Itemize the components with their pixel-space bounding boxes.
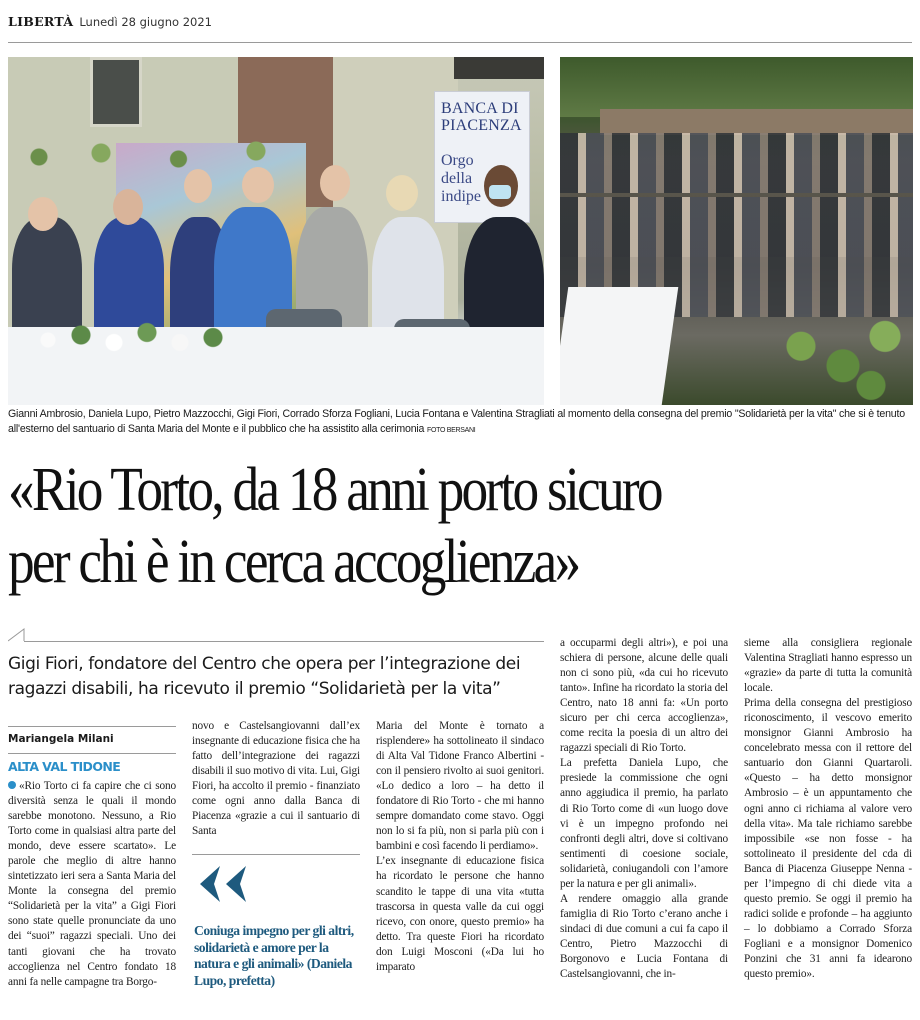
byline-divider-top: [8, 726, 176, 727]
bullet-dot-icon: [8, 781, 16, 789]
photo-ivy: [773, 307, 913, 405]
location-kicker: ALTA VAL TIDONE: [8, 759, 121, 774]
article-column-3: [376, 719, 544, 975]
subheadline: Gigi Fiori, fondatore del Centro che opera per l’integrazione dei ragazzi disabili, ha ricevuto il premio “Solidarietà per la vita”: [8, 654, 521, 699]
article-column-1: [8, 779, 176, 990]
article-paragraph: a occuparmi degli altri»), e poi una schiera di persone, alcune delle quali non ci sono più, «da cui ho ricevuto tanto». Infine ha ricordato la storia del Centro, nato 18 anni fa: «Un porto sicuro per chi cerca accoglienza», come recita la poesia di un altro dei ragazzi speciali di Rio Torto.: [560, 637, 728, 755]
photo-flowers: [26, 315, 246, 365]
person-head: [320, 165, 350, 201]
article-text: novo e Castelsangiovanni dall’ex insegnante di educazione fisica che ha fatto dell’integrazione dei ragazzi disabili il suo motivo di vita. Lui, Gigi Fiori, ha accolto il premio - finanziato come ogni anno dalla Banca di Piacenza «grazie a cui il santuario di Santa: [192, 720, 361, 838]
article-text: «Rio Torto ci fa capire che ci sono diversità senza le quali il mondo sarebbe monotono. Nessuno, a Rio Torto come in qualsiasi altra parte del mondo, deve essere scartato». Le parole che meglio di altre hanno sintetizzato ieri sera a Santa Maria del Monte la consegna del premio “Solidarietà per la vita” a Gigi Fiori sono state quelle pronunciate da uno dei “suoi” ragazzi speciali. Uno dei tanti giovani che ha trovato accoglienza nel Centro fondato 18 anni fa nelle campagne tra Borgo-: [8, 780, 176, 988]
caption-text: Gianni Ambrosio, Daniela Lupo, Pietro Mazzocchi, Gigi Fiori, Corrado Sforza Fogliani, Lucia Fontana e Valentina Stragliati al momento della consegna del premio "Solidarietà per la vita" che si è tenuto all'esterno del santuario di Santa Maria del Monte e il pubblico che ha assistito alla cerimonia: [8, 408, 905, 435]
article-paragraph: Maria del Monte è tornato a risplendere» ha sottolineato il sindaco di Alta Val Tidone Franco Albertini - con il pensiero rivolto ai suoi genitori. «Lo dedico a loro – ha detto il fondatore di Rio Torto - che mi hanno sempre domandato come stavo. Oggi non lo si fa più, non si parla più con i bambini e così facendo li perdiamo».: [376, 720, 544, 853]
photo-credit: FOTO BERSANI: [426, 427, 476, 434]
headline-line-2: per chi è in cerca accoglienza»: [8, 528, 579, 596]
person-head: [113, 189, 143, 225]
newspaper-name: LIBERTÀ: [8, 14, 74, 29]
top-divider: [8, 42, 912, 43]
subhead-divider: [24, 641, 544, 642]
article-paragraph: sieme alla consigliera regionale Valentina Stragliati hanno espresso un «grazie» da parte di tutta la comunità locale.: [744, 637, 912, 695]
article-paragraph: L’ex insegnante di educazione fisica ha ricordato le persone che hanno scandito le tappe di una vita «tutta trascorsa in questa valle da cui oggi ricevo, con onore, questo premio» ha detto. Tra queste Fiori ha ricordato don Luigi Mosconi («Da lui ho imparato: [376, 855, 544, 973]
banner-slogan-1: Orgo: [441, 152, 474, 169]
article-paragraph: La prefetta Daniela Lupo, che presiede la commissione che ogni anno aggiudica il premio, ha parlato di Rio Torto come di «un luogo dove vi è un impegno profondo nei confronti degli altri, dove si coltivano sentimenti di coesione sociale, solidarietà, coniugandoli con l’amore per la natura e per gli animali».: [560, 757, 728, 890]
photo-tablecloth: [560, 287, 678, 405]
article-paragraph: A rendere omaggio alla grande famiglia di Rio Torto c’erano anche i sindaci di due comuni a cui fa capo il Centro, Pietro Mazzocchi di Borgonovo e Lucia Fontana di Castelsangiovanni, che in-: [560, 892, 728, 981]
author-byline: Mariangela Milani: [8, 733, 114, 745]
bank-banner: [434, 91, 530, 223]
face-mask: [489, 185, 511, 199]
photo-window: [90, 57, 142, 127]
headline-line-1: «Rio Torto, da 18 anni porto sicuro: [8, 456, 661, 524]
ceremony-photo: [8, 57, 544, 405]
person-head: [242, 167, 274, 203]
person-head: [386, 175, 418, 211]
photo-window-top: [454, 57, 544, 79]
article-column-2: [192, 719, 360, 839]
person-head: [28, 197, 58, 231]
subhead-notch-icon: [8, 628, 26, 642]
photo-caption: [8, 407, 913, 438]
issue-date: Lunedì 28 giugno 2021: [79, 15, 212, 29]
pullquote-divider: [192, 854, 360, 855]
byline-divider-bottom: [8, 753, 176, 754]
photo-vine: [8, 137, 318, 177]
audience-row: [560, 133, 913, 193]
headline: [8, 454, 791, 598]
pullquote: Coniuga impegno per gli altri, solidarietà e amore per la natura e gli animali» (Daniela Lupo, prefetta): [194, 923, 354, 988]
banner-title-2: PIACENZA: [441, 117, 522, 134]
double-left-quote-icon: [196, 864, 252, 904]
article-column-4: [560, 636, 728, 982]
photo-trees: [560, 57, 913, 117]
person-head: [184, 169, 212, 203]
audience-row: [560, 197, 913, 257]
photo-stone-wall: [600, 109, 913, 135]
masthead: [8, 14, 212, 36]
article-paragraph: Prima della consegna del prestigioso riconoscimento, il vescovo emerito monsignor Gianni Ambrosio ha concelebrato messa con il rettore del santuario don Gianni Quartaroli. «Questo – ha detto monsignor Ambrosio – è un appuntamento che ogni anno ci richiama al valore vero della vita». Ma tale richiamo sarebbe impossibile «se non fosse - ha sottolineato il presidente del cda di Banca di Piacenza Giuseppe Nenna - per l’impegno di chi diede vita a questo premio. Se oggi il premio ha radici solide e profonde – ha aggiunto – lo dobbiamo a Corrado Sforza Fogliani e a monsignor Domenico Ponzini che 31 anni fa idearono questo premio».: [744, 697, 912, 981]
banner-slogan-2: della: [441, 170, 473, 187]
banner-slogan-3: indipe: [441, 188, 481, 205]
audience-photo: [560, 57, 913, 405]
article-column-5: [744, 636, 912, 982]
banner-title-1: BANCA DI: [441, 100, 519, 117]
